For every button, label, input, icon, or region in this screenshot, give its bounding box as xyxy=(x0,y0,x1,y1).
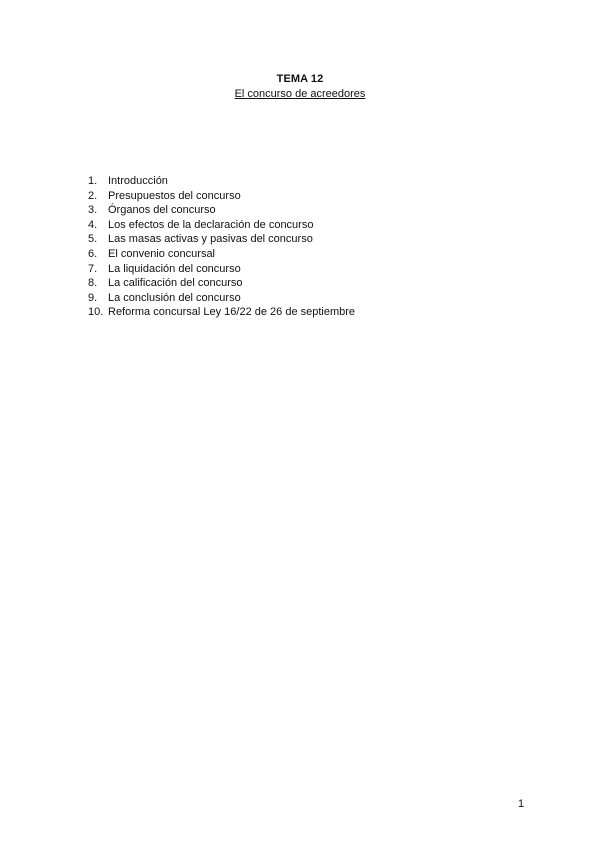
toc-item-4 xyxy=(88,218,355,233)
toc-item-number: 3. xyxy=(88,204,98,217)
toc-item-text: El convenio concursal xyxy=(108,247,216,260)
document-heading xyxy=(0,72,600,101)
page-title: TEMA 12 xyxy=(276,73,324,85)
toc-item-3 xyxy=(88,203,355,218)
toc-item-2 xyxy=(88,189,355,204)
toc-item-text: Los efectos de la declaración de concurso xyxy=(108,218,314,231)
toc-item-text: Las masas activas y pasivas del concurso xyxy=(108,233,313,246)
toc-item-number: 7. xyxy=(88,262,98,275)
toc-item-number: 2. xyxy=(88,189,98,202)
toc-item-1 xyxy=(88,174,355,189)
page-subtitle: El concurso de acreedores xyxy=(234,88,366,100)
toc-item-text: Reforma concursal Ley 16/22 de 26 de septiembre xyxy=(108,306,356,319)
toc-item-9 xyxy=(88,291,355,306)
toc-item-10 xyxy=(88,305,355,320)
toc-item-number: 8. xyxy=(88,277,98,290)
table-of-contents xyxy=(88,174,355,320)
toc-item-text: La conclusión del concurso xyxy=(108,291,241,304)
toc-item-8 xyxy=(88,276,355,291)
toc-item-7 xyxy=(88,262,355,277)
toc-item-text: La liquidación del concurso xyxy=(108,262,241,275)
toc-item-6 xyxy=(88,247,355,262)
toc-item-number: 10. xyxy=(88,306,104,319)
toc-item-text: Órganos del concurso xyxy=(108,204,216,217)
toc-item-number: 1. xyxy=(88,175,98,187)
toc-item-number: 6. xyxy=(88,247,98,260)
toc-item-number: 4. xyxy=(88,218,98,231)
toc-item-number: 5. xyxy=(88,233,98,246)
toc-item-5 xyxy=(88,232,355,247)
toc-item-text: Introducción xyxy=(108,175,168,187)
toc-item-text: La calificación del concurso xyxy=(108,277,243,290)
page-number: 1 xyxy=(518,798,525,810)
toc-item-number: 9. xyxy=(88,291,98,304)
toc-item-text: Presupuestos del concurso xyxy=(108,189,241,202)
